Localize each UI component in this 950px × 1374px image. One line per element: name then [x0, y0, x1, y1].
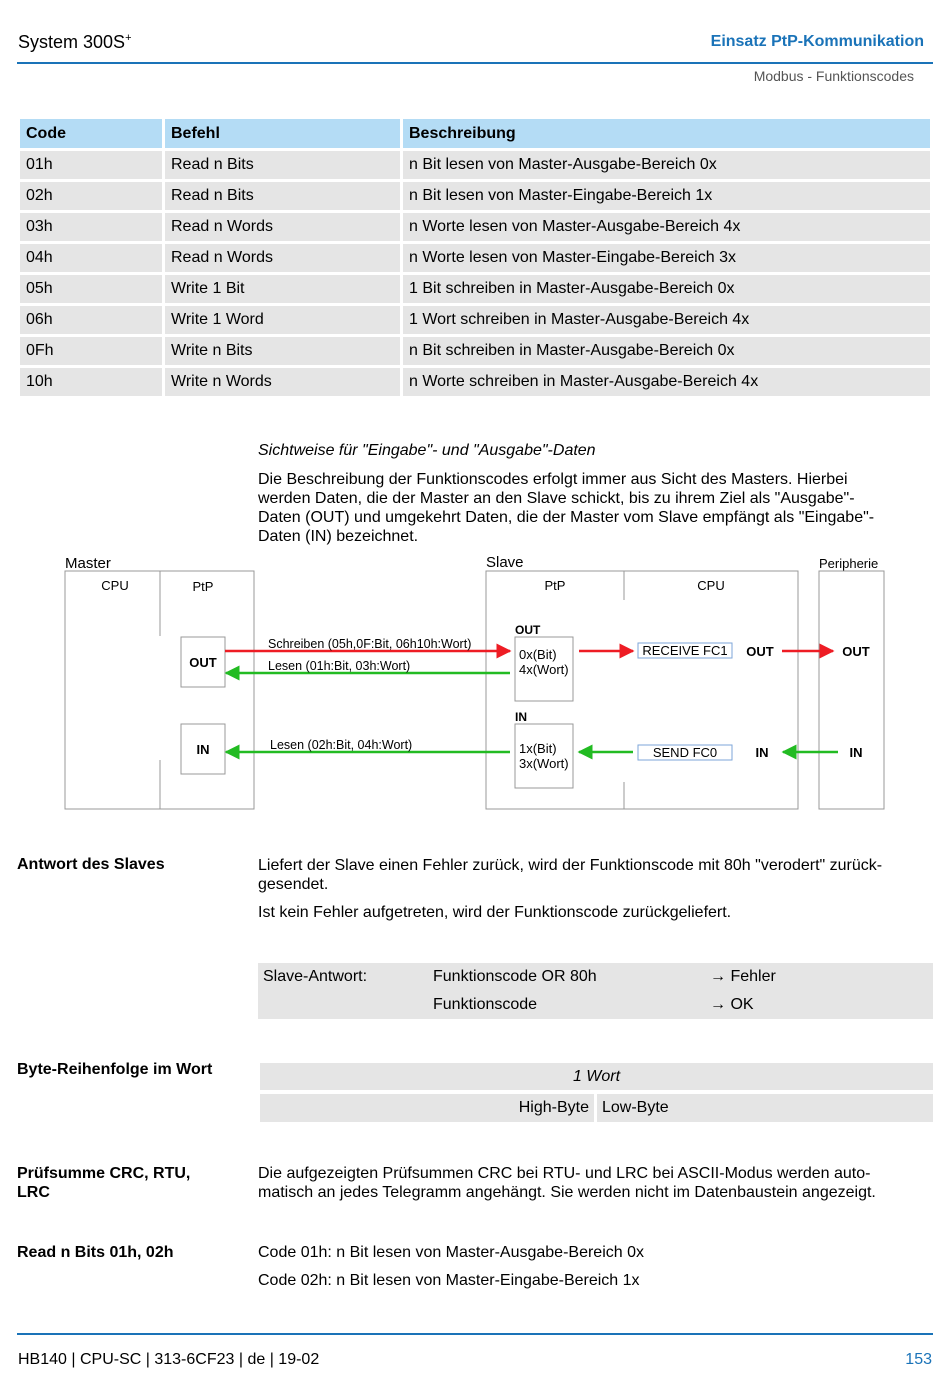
write-arrow-label: Schreiben (05h,0F:Bit, 06h10h:Wort): [268, 637, 472, 651]
antwort-paragraph: [258, 856, 882, 894]
cell-befehl: Read n Bits: [165, 182, 400, 210]
cell-beschreibung: n Bit schreiben in Master-Ausgabe-Bereich 0x: [403, 337, 930, 365]
crc-title-line: Prüfsumme CRC, RTU,: [17, 1165, 191, 1182]
view-line: Daten (OUT) und umgekehrt Daten, die der Master vom Slave empfängt als "Eingabe"-: [258, 509, 875, 526]
document-title: System 300S+: [18, 32, 132, 52]
cell-beschreibung: n Worte lesen von Master-Ausgabe-Bereich 4x: [403, 213, 930, 241]
view-line: Daten (IN) bezeichnet.: [258, 528, 419, 545]
section-subtitle: Modbus - Funktionscodes: [753, 68, 914, 84]
cell-code: 10h: [20, 368, 162, 396]
low-byte-cell: [597, 1094, 933, 1122]
read-bits-line-2: Code 02h: n Bit lesen von Master-Eingabe-Bereich 1x: [258, 1272, 640, 1289]
peripherie-label: Peripherie: [819, 556, 879, 571]
slave-answer-label: Slave-Antwort:: [263, 968, 368, 985]
table-row: [20, 306, 930, 334]
receive-fc1-label: RECEIVE FC1: [642, 643, 728, 658]
slave-cpu-out-label: OUT: [746, 644, 774, 659]
antwort-title: Antwort des Slaves: [17, 856, 165, 873]
slave-answer-error-result: → Fehler: [710, 968, 776, 985]
slave-answer-ok-code: Funktionscode: [433, 996, 538, 1013]
chapter-title: Einsatz PtP-Kommunikation: [710, 33, 924, 50]
cell-befehl: Read n Words: [165, 213, 400, 241]
slave-out-area-bit: 0x(Bit): [519, 647, 557, 662]
table-row: [20, 275, 930, 303]
table-header-row: [20, 119, 930, 148]
cell-code: 01h: [20, 151, 162, 179]
peripherie-out-label: OUT: [842, 644, 870, 659]
table-row: [20, 368, 930, 396]
view-line: Die Beschreibung der Funktionscodes erfolgt immer aus Sicht des Masters. Hierbei: [258, 471, 848, 488]
peripherie-in-label: IN: [849, 745, 863, 760]
cell-beschreibung: n Bit lesen von Master-Eingabe-Bereich 1x: [403, 182, 930, 210]
antwort-line: Liefert der Slave einen Fehler zurück, wird der Funktionscode mit 80h "verodert" zurück-: [258, 857, 883, 874]
cell-beschreibung: 1 Bit schreiben in Master-Ausgabe-Bereich 0x: [403, 275, 930, 303]
slave-answer-ok-result: → OK: [710, 996, 754, 1013]
table-row: [20, 151, 930, 179]
cell-befehl: Read n Words: [165, 244, 400, 272]
send-fc0-label: SEND FC0: [652, 745, 718, 760]
cell-beschreibung: n Worte schreiben in Master-Ausgabe-Bereich 4x: [403, 368, 930, 396]
read-arrow-out-label: Lesen (01h:Bit, 03h:Wort): [268, 659, 411, 673]
cell-befehl: Write 1 Word: [165, 306, 400, 334]
read-bits-line-1: Code 01h: n Bit lesen von Master-Ausgabe-Bereich 0x: [258, 1244, 644, 1261]
column-header-befehl: Befehl: [165, 119, 400, 148]
antwort-line: gesendet.: [258, 876, 329, 893]
table-row: [20, 337, 930, 365]
cell-beschreibung: 1 Wort schreiben in Master-Ausgabe-Bereich 4x: [403, 306, 930, 334]
master-out-label: OUT: [189, 655, 217, 670]
slave-in-label: IN: [515, 710, 527, 724]
table-body: [20, 151, 930, 396]
crc-title: [17, 1164, 190, 1202]
slave-out-label: OUT: [515, 623, 541, 637]
cell-code: 02h: [20, 182, 162, 210]
cell-befehl: Write 1 Bit: [165, 275, 400, 303]
cell-code: 04h: [20, 244, 162, 272]
slave-in-area-word: 3x(Wort): [519, 756, 569, 771]
footer-doc-id: HB140 | CPU-SC | 313-6CF23 | de | 19-02: [18, 1351, 320, 1368]
master-in-label: IN: [196, 742, 210, 757]
slave-cpu-in-label: IN: [755, 745, 769, 760]
slave-in-area-bit: 1x(Bit): [519, 741, 557, 756]
column-header-code: Code: [20, 119, 162, 148]
master-ptp-label: PtP: [192, 579, 214, 594]
master-cpu-label: CPU: [101, 578, 129, 593]
view-line: werden Daten, die der Master an den Slave schickt, bis zu ihrem Ziel als "Ausgabe"-: [258, 490, 855, 507]
table-row: [20, 244, 930, 272]
antwort-paragraph-2: Ist kein Fehler aufgetreten, wird der Funktionscode zurückgeliefert.: [258, 904, 732, 921]
slave-cpu-label: CPU: [697, 578, 725, 593]
word-cell: 1 Wort: [260, 1063, 933, 1090]
cell-befehl: Write n Bits: [165, 337, 400, 365]
function-code-table: [17, 116, 933, 399]
footer-divider: [17, 1333, 933, 1335]
cell-befehl: Write n Words: [165, 368, 400, 396]
table-row: [20, 213, 930, 241]
slave-answer-box: [258, 963, 933, 1019]
slave-label: Slave: [486, 554, 524, 571]
byte-order-title: Byte-Reihenfolge im Wort: [17, 1061, 213, 1078]
cell-code: 06h: [20, 306, 162, 334]
header-divider: [17, 62, 933, 64]
cell-beschreibung: n Worte lesen von Master-Eingabe-Bereich 3x: [403, 244, 930, 272]
cell-code: 0Fh: [20, 337, 162, 365]
page-number: 153: [905, 1351, 932, 1368]
crc-line: matisch an jedes Telegramm angehängt. Sie werden nicht im Datenbaustein angezeigt.: [258, 1184, 876, 1201]
master-label: Master: [65, 555, 111, 572]
crc-line: Die aufgezeigten Prüfsummen CRC bei RTU- und LRC bei ASCII-Modus werden auto-: [258, 1165, 871, 1182]
slave-out-area-word: 4x(Wort): [519, 662, 569, 677]
cell-beschreibung: n Bit lesen von Master-Ausgabe-Bereich 0x: [403, 151, 930, 179]
master-slave-diagram: [0, 550, 950, 820]
cell-befehl: Read n Bits: [165, 151, 400, 179]
table-row: [20, 182, 930, 210]
read-bits-title: Read n Bits 01h, 02h: [17, 1244, 174, 1261]
crc-paragraph: [258, 1164, 876, 1202]
high-byte-label: High-Byte: [518, 1099, 589, 1116]
view-heading: Sichtweise für "Eingabe"- und "Ausgabe"-Daten: [258, 442, 596, 459]
cell-code: 05h: [20, 275, 162, 303]
crc-title-line: LRC: [17, 1184, 50, 1201]
column-header-beschreibung: Beschreibung: [403, 119, 930, 148]
view-paragraph: [258, 470, 938, 546]
peripherie-box: [819, 571, 884, 809]
read-arrow-in-label: Lesen (02h:Bit, 04h:Wort): [270, 738, 413, 752]
cell-code: 03h: [20, 213, 162, 241]
high-byte-cell: [260, 1094, 594, 1122]
slave-ptp-label: PtP: [544, 578, 566, 593]
low-byte-label: Low-Byte: [602, 1099, 669, 1116]
slave-answer-error-code: Funktionscode OR 80h: [433, 968, 597, 985]
